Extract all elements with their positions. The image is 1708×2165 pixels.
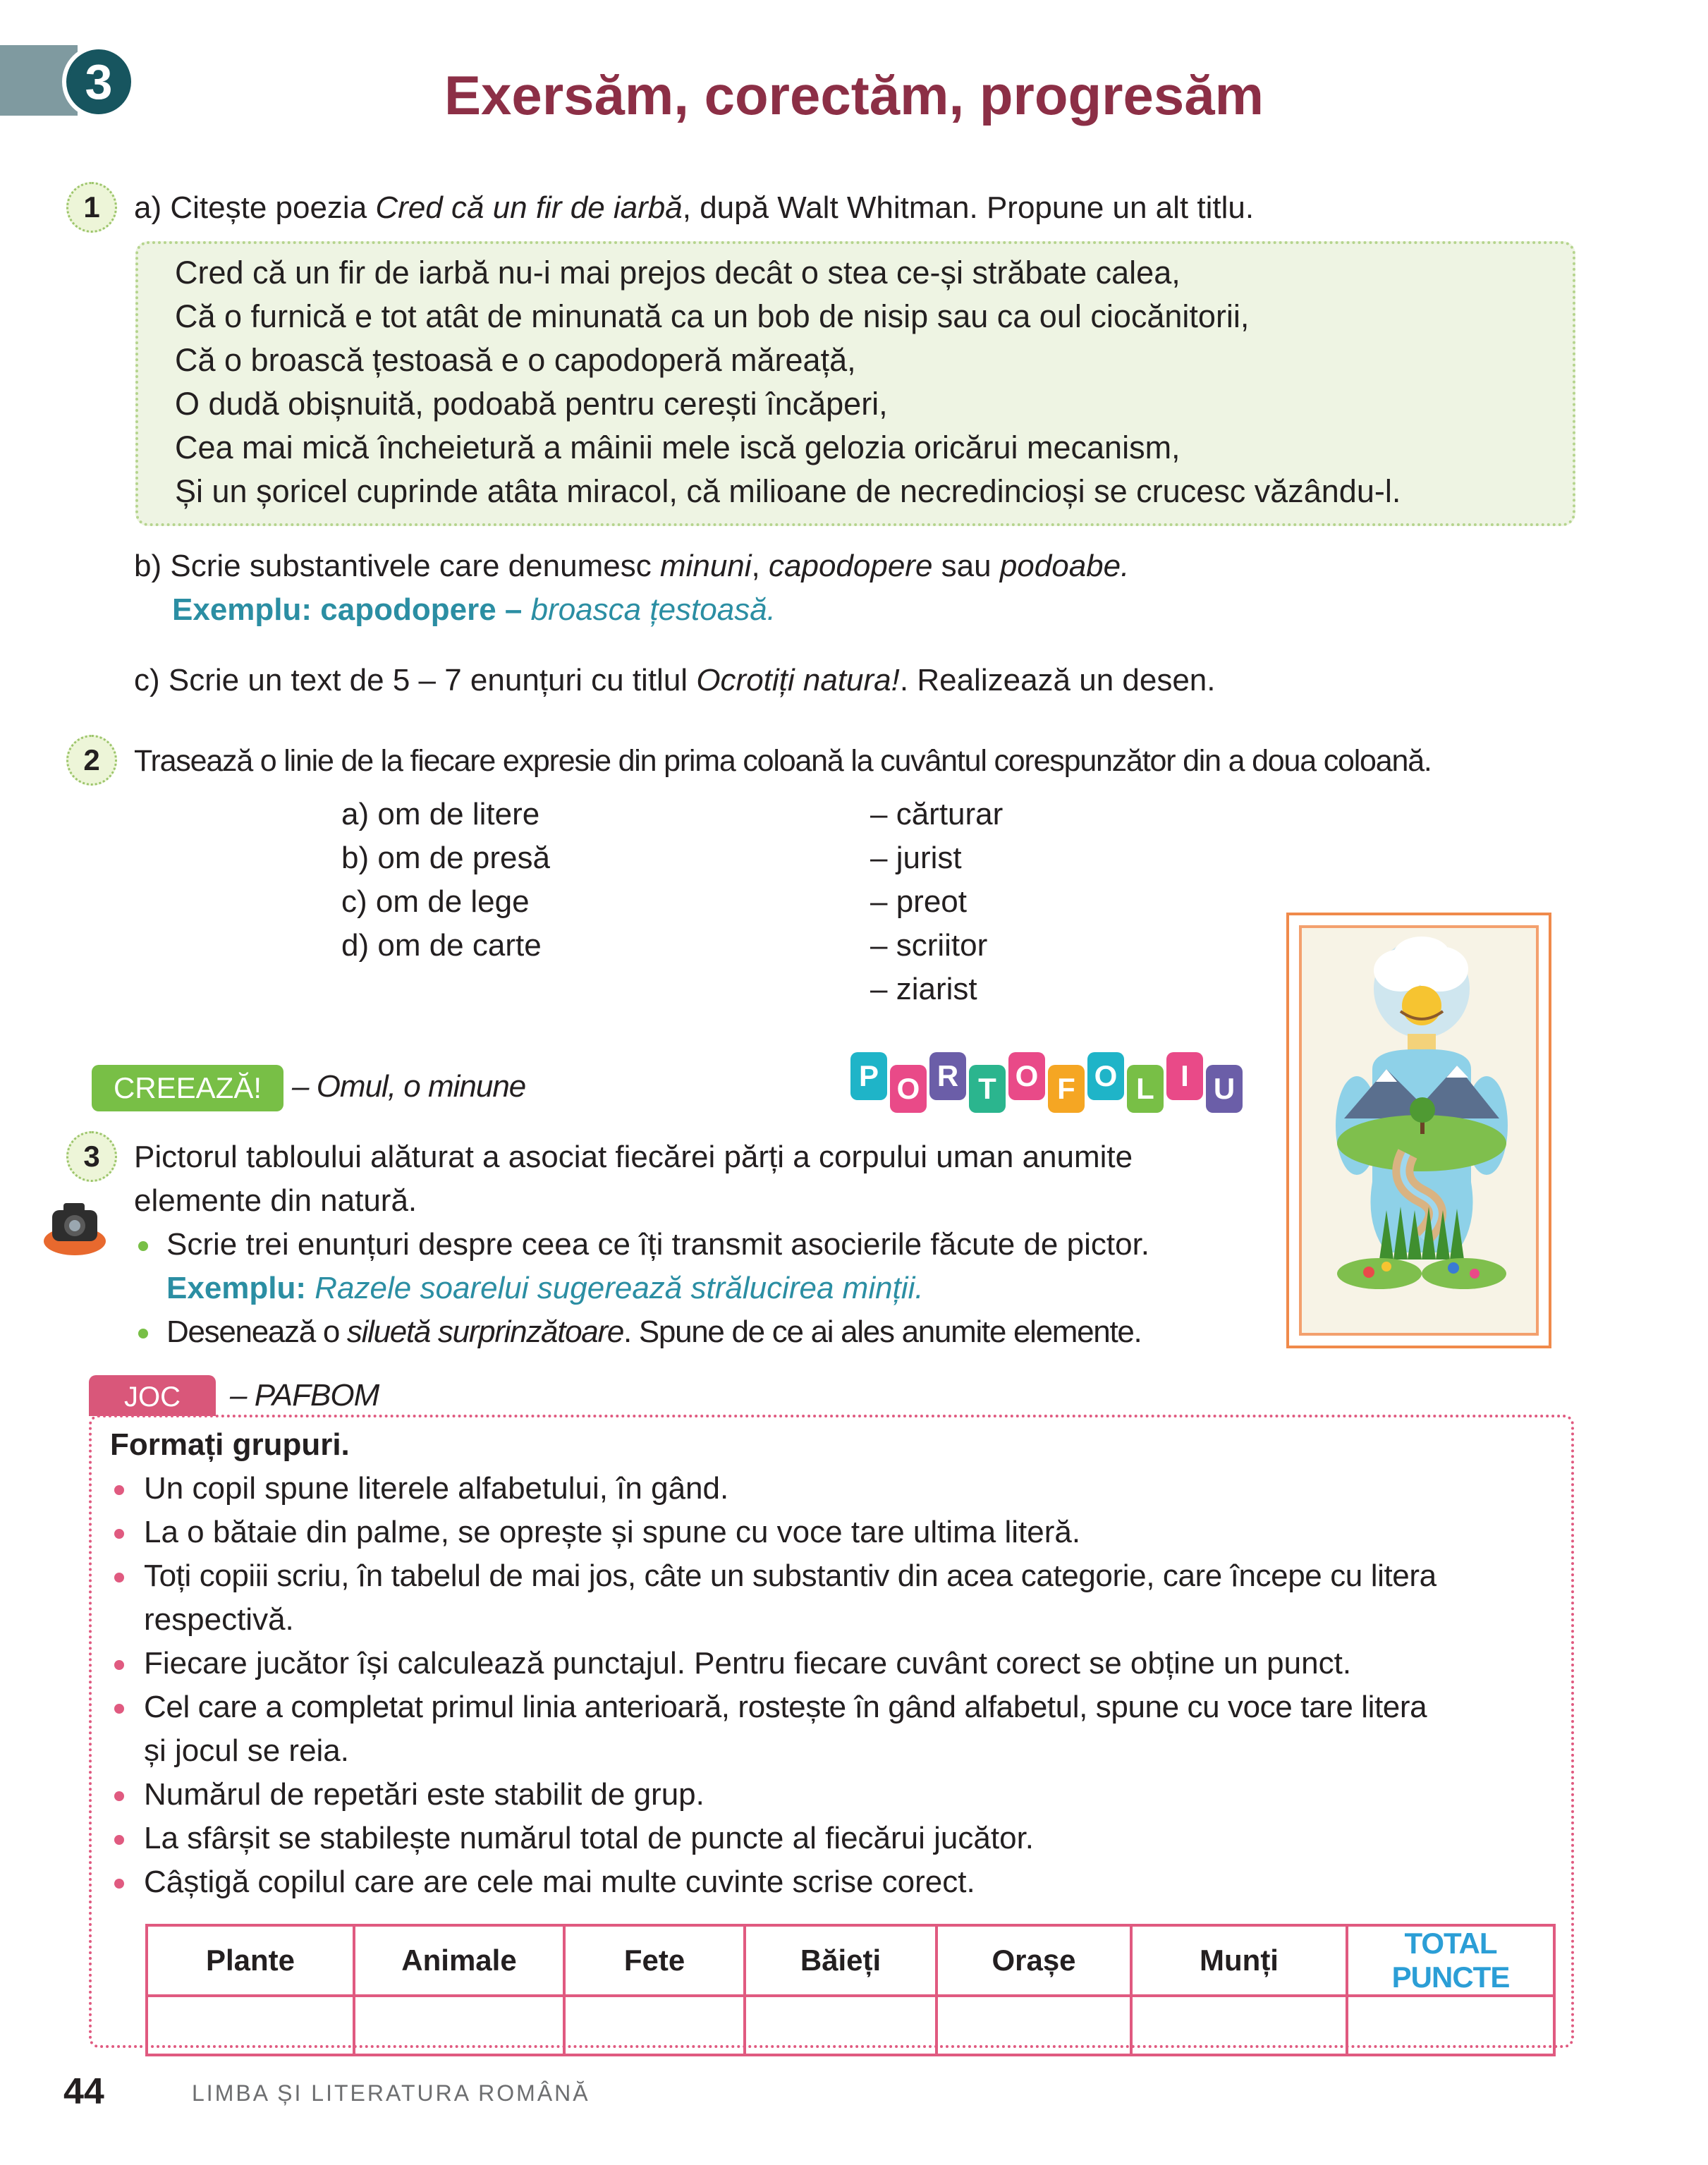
ex3-bullet2-italic: siluetă surprinzătoare <box>346 1315 623 1349</box>
bullet <box>114 1485 124 1495</box>
creeaza-subtitle: – Omul, o minune <box>292 1069 526 1104</box>
match-right-item: – ziarist <box>870 972 977 1006</box>
game-rule: Fiecare jucător își calculează punctajul. Pentru fiecare cuvânt corect se obține un punct. <box>144 1646 1352 1681</box>
game-rule: Cel care a completat primul linia anterioară, rostește în gând alfabetul, spune cu voce tare litera <box>144 1690 1427 1724</box>
game-rule-continuation: respectivă. <box>144 1602 294 1637</box>
portfolio-letter: O <box>1008 1052 1045 1100</box>
poem-line: O dudă obișnuită, podoabă pentru cerești încăperi, <box>175 386 888 422</box>
portfolio-logo <box>850 1047 1245 1124</box>
table-header-cell: Animale <box>354 1925 564 1996</box>
portfolio-letter: R <box>929 1052 966 1100</box>
exercise-3-line2: elemente din natură. <box>134 1183 417 1218</box>
bullet <box>114 1879 124 1889</box>
poem-line: Că o furnică e tot atât de minunată ca un bob de nisip sau ca oul ciocănitorii, <box>175 298 1250 334</box>
table-header-cell: Plante <box>147 1925 354 1996</box>
bullet <box>114 1791 124 1801</box>
exercise-1a-instruction <box>134 186 1254 230</box>
page-number: 44 <box>63 2071 104 2112</box>
game-rule: La sfârșit se stabilește numărul total de puncte al fiecărui jucător. <box>144 1821 1035 1855</box>
table-header-row <box>147 1925 1554 1996</box>
painting-human-nature <box>1299 925 1539 1336</box>
ex1b-example-label: Exemplu: capodopere – <box>172 592 531 627</box>
table-row <box>147 1996 1554 2055</box>
ex1b-intro: b) Scrie substantivele care denumesc <box>134 549 660 583</box>
ex1b-sep: sau <box>932 549 1000 583</box>
table-header-cell: Băieți <box>745 1925 937 1996</box>
match-left-item: b) om de presă <box>341 841 550 875</box>
bullet <box>114 1660 124 1670</box>
table-cell[interactable] <box>1131 1996 1347 2055</box>
game-rule: La o bătaie din palme, se oprește și spune cu voce tare ultima literă. <box>144 1515 1081 1549</box>
game-heading: Formați grupuri. <box>110 1427 350 1462</box>
match-right-item: – cărturar <box>870 797 1004 831</box>
exercise-1b-instruction <box>134 544 1129 588</box>
portfolio-letter: L <box>1127 1065 1164 1113</box>
ex1b-word-minuni: minuni <box>659 549 752 583</box>
portfolio-letter: P <box>850 1052 887 1100</box>
match-left-item: d) om de carte <box>341 928 542 963</box>
ex1b-example-value: broasca țestoasă. <box>530 592 776 627</box>
table-cell[interactable] <box>937 1996 1131 2055</box>
ex1b-word-podoabe: podoabe. <box>999 549 1130 583</box>
game-rule: Câștigă copilul care are cele mai multe cuvinte scrise corect. <box>144 1865 975 1899</box>
bullet <box>114 1573 124 1582</box>
exercise-1c-instruction <box>134 659 1216 702</box>
table-cell[interactable] <box>745 1996 937 2055</box>
bullet <box>138 1241 148 1251</box>
painting-illustration <box>1302 928 1536 1333</box>
match-right-item: – jurist <box>870 841 962 875</box>
match-right-item: – preot <box>870 884 967 919</box>
bullet <box>114 1529 124 1539</box>
game-subtitle: – PAFBOM <box>230 1378 379 1413</box>
exercise-2-instruction: Trasează o linie de la fiecare expresie din prima coloană la cuvântul corespunzător din a doua coloană. <box>134 744 1432 778</box>
table-header-cell: Fete <box>564 1925 745 1996</box>
exercise-3-bullet2 <box>166 1310 1141 1354</box>
portfolio-letter: U <box>1206 1065 1243 1113</box>
poem-line: Și un șoricel cuprinde atâta miracol, că milioane de necredincioși se crucesc văzându-l. <box>175 473 1401 509</box>
poem-line: Cred că un fir de iarbă nu-i mai prejos decât o stea ce-și străbate calea, <box>175 255 1181 291</box>
table-cell[interactable] <box>354 1996 564 2055</box>
unit-number-badge: 3 <box>62 45 135 118</box>
ex1c-rest: . Realizează un desen. <box>899 663 1216 697</box>
ex1c-intro: c) Scrie un text de 5 – 7 enunțuri cu titlul <box>134 663 697 697</box>
portfolio-letter: T <box>969 1065 1006 1113</box>
portfolio-letter: O <box>1087 1052 1124 1100</box>
exercise-1-number: 1 <box>66 182 117 233</box>
exercise-2-number: 2 <box>66 735 117 786</box>
ex3-bullet2-b: . Spune de ce ai ales anumite elemente. <box>623 1315 1142 1349</box>
game-rule: Un copil spune literele alfabetului, în gând. <box>144 1471 729 1506</box>
ex1a-poem-title: Cred că un fir de iarbă <box>375 190 683 225</box>
bullet <box>114 1704 124 1714</box>
ex3-example-value: Razele soarelui sugerează strălucirea minții. <box>315 1271 924 1305</box>
table-cell[interactable] <box>564 1996 745 2055</box>
game-rule: Toți copiii scriu, în tabelul de mai jos, câte un substantiv din acea categorie, care începe cu litera <box>144 1559 1436 1593</box>
table-header-cell: Munți <box>1131 1925 1347 1996</box>
ex1b-sep: , <box>751 549 769 583</box>
ex1a-rest: , după Walt Whitman. Propune un alt titlu. <box>682 190 1255 225</box>
table-header-cell: Orașe <box>937 1925 1131 1996</box>
creeaza-tag: CREEAZĂ! <box>92 1065 283 1111</box>
poem-line: Că o broască țestoasă e o capodoperă măreață, <box>175 342 856 378</box>
exercise-3-line1: Pictorul tabloului alăturat a asociat fiecărei părți a corpului uman anumite <box>134 1140 1133 1174</box>
portfolio-letter: O <box>890 1065 927 1113</box>
ex3-example-label: Exemplu: <box>166 1271 315 1305</box>
match-left-item: c) om de lege <box>341 884 530 919</box>
game-rule-continuation: și jocul se reia. <box>144 1733 350 1768</box>
ex1c-title: Ocrotiți natura! <box>696 663 900 697</box>
exercise-1b-example <box>172 588 776 632</box>
ex3-bullet2-a: Desenează o <box>166 1315 347 1349</box>
book-title: LIMBA ȘI LITERATURA ROMÂNĂ <box>192 2080 590 2106</box>
table-cell[interactable] <box>1347 1996 1554 2055</box>
bullet <box>114 1835 124 1845</box>
bullet <box>138 1329 148 1338</box>
match-left-item: a) om de litere <box>341 797 540 831</box>
match-right-item: – scriitor <box>870 928 988 963</box>
portfolio-letter: I <box>1166 1052 1203 1100</box>
ex1a-intro: a) Citește poezia <box>134 190 376 225</box>
game-rule: Numărul de repetări este stabilit de grup. <box>144 1777 704 1812</box>
exercise-3-bullet1: Scrie trei enunțuri despre ceea ce îți transmit asocierile făcute de pictor. <box>166 1227 1150 1262</box>
exercise-3-number: 3 <box>66 1131 117 1182</box>
ex1b-word-capodopere: capodopere <box>769 549 933 583</box>
portfolio-letter: F <box>1048 1065 1085 1113</box>
table-header-total: TOTAL PUNCTE <box>1347 1925 1554 1996</box>
exercise-3-example <box>166 1267 924 1310</box>
table-cell[interactable] <box>147 1996 354 2055</box>
camera-icon <box>42 1195 110 1258</box>
poem-line: Cea mai mică încheietură a mâinii mele iscă gelozia oricărui mecanism, <box>175 429 1181 465</box>
score-table <box>145 1924 1556 2056</box>
page-title: Exersăm, corectăm, progresăm <box>444 64 1264 126</box>
joc-tag: JOC <box>89 1375 216 1416</box>
